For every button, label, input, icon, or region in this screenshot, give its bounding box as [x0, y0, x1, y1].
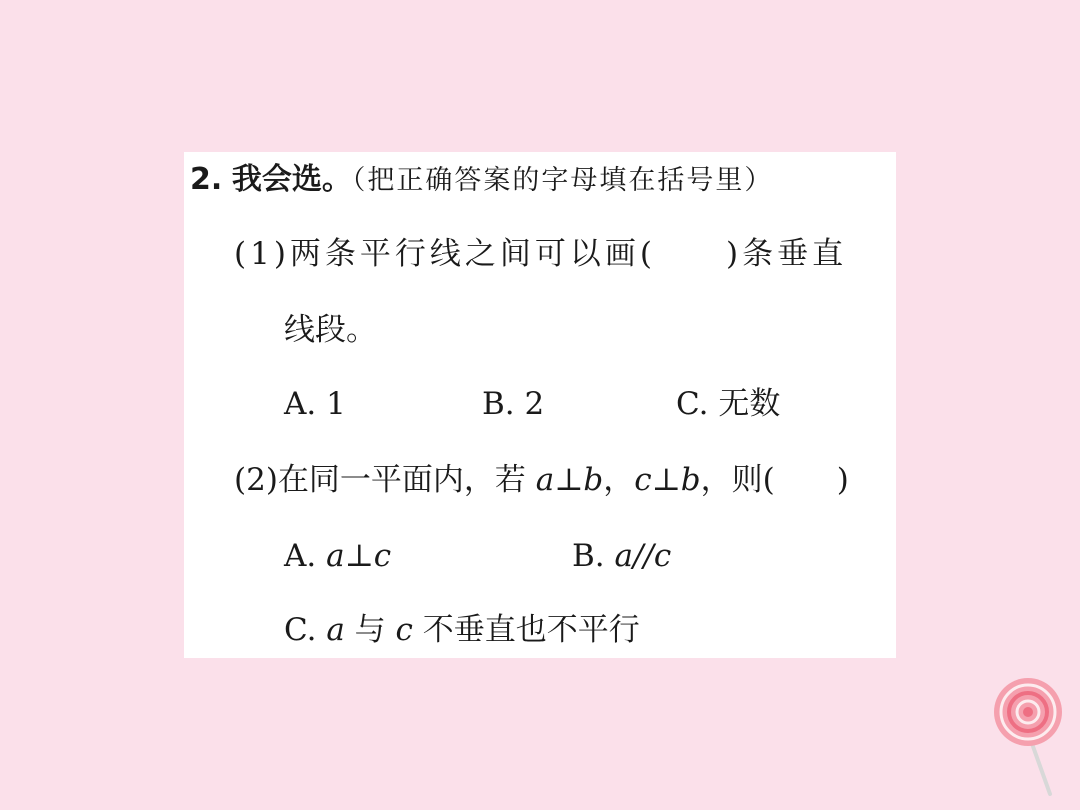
q2-var-b: b [583, 462, 604, 498]
q2-stem [234, 460, 849, 500]
q2-perp-2: ⊥ [651, 462, 681, 498]
q2-option-b [572, 536, 671, 576]
q2-option-b-var-a: a [614, 538, 633, 574]
q2-option-a-label: A. [284, 538, 327, 574]
q1-stem-line2: 线段。 [284, 312, 377, 348]
question-card [184, 152, 896, 658]
q2-option-b-var-c: c [653, 538, 672, 574]
q2-stem-prefix: (2)在同一平面内，若 [234, 462, 536, 498]
question-heading [190, 160, 773, 201]
q2-var-a: a [535, 462, 555, 498]
q2-option-c-label: C. [284, 612, 327, 648]
question-instruction: （把正确答案的字母填在括号里） [351, 165, 774, 196]
q2-option-c-mid: 与 [344, 612, 396, 648]
q2-option-a-var-c: c [373, 538, 392, 574]
q1-option-c: C. 无数 [676, 386, 781, 422]
question-number: 2. [190, 162, 223, 197]
q2-var-b-2: b [680, 462, 701, 498]
q2-option-b-label: B. [572, 538, 615, 574]
q2-option-b-rel: // [632, 538, 654, 574]
q2-comma: ， [603, 462, 635, 498]
q2-option-a-rel: ⊥ [344, 538, 374, 574]
q1-option-a: A. 1 [284, 386, 346, 422]
q2-option-a [284, 536, 391, 576]
q2-perp: ⊥ [554, 462, 584, 498]
q2-var-c: c [634, 462, 652, 498]
q2-option-a-var-a: a [326, 538, 345, 574]
q1-stem-line1: (1)两条平行线之间可以画( )条垂直 [234, 236, 848, 272]
q2-option-c-var-c: c [395, 612, 413, 648]
q2-stem-suffix: ，则( ) [700, 462, 849, 498]
q2-option-c-var-a: a [326, 612, 345, 648]
question-title: 我会选。 [231, 162, 352, 197]
q2-option-c [284, 610, 640, 650]
q1-option-b: B. 2 [482, 386, 545, 422]
q2-option-c-tail: 不垂直也不平行 [412, 612, 640, 648]
lollipop-icon [990, 676, 1070, 796]
